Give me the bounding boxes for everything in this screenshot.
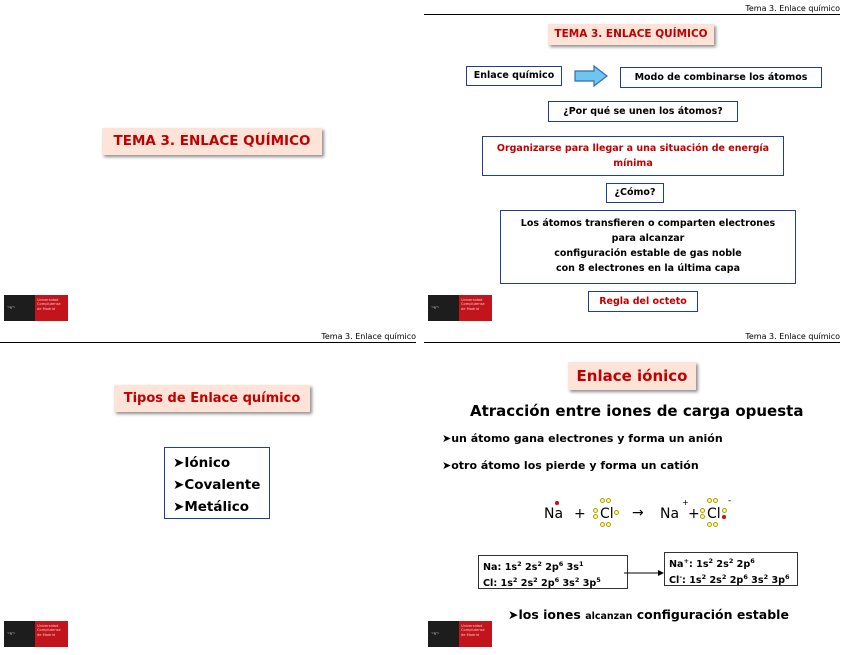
orbital-term: $2p^6$	[726, 573, 748, 587]
answer-line: configuración estable de gas noble	[554, 248, 742, 259]
point-2: ➤otro átomo los pierde y forma un catión	[442, 459, 699, 472]
electron-dot	[555, 501, 559, 505]
electron-dot	[700, 514, 705, 519]
bullet-icon: ➤	[508, 607, 519, 622]
ionic-equation	[542, 496, 742, 530]
orbital-term: $1s^2$	[500, 576, 518, 590]
answer-line: con 8 electrones en la última capa	[555, 263, 741, 274]
plus-sign: +	[574, 506, 586, 522]
chloride-symbol: Cl	[707, 506, 721, 522]
answer-line: Los átomos transfieren o comparten electrones	[520, 218, 776, 229]
university-logo	[4, 621, 68, 647]
logo-mark: ~v~	[7, 305, 16, 311]
octet-rule-box: Regla del octeto	[588, 291, 698, 312]
na-config: Na: $1s^2$ $2s^2$ $2p^6$ $3s^1$	[483, 560, 584, 574]
point-1: ➤un átomo gana electrones y forma un anión	[442, 432, 723, 445]
bullet-icon: ➤	[442, 459, 452, 472]
bullet-icon: ➤	[173, 455, 185, 471]
orbital-term: $1s^2$	[689, 573, 707, 587]
orbital-term: $1s^2$	[696, 557, 714, 571]
chlorine-symbol: Cl	[600, 506, 614, 522]
electron-dot	[713, 522, 718, 527]
enlace-quimico-box: Enlace químico	[466, 66, 562, 86]
electron-dot	[713, 498, 718, 503]
slide-2	[424, 0, 848, 327]
electron-dot	[606, 498, 611, 503]
conclusion: ➤los iones alcanzan configuración estable	[508, 607, 789, 622]
electrons-answer-box	[500, 210, 796, 284]
electron-dot	[700, 508, 705, 513]
config-parts	[505, 562, 584, 573]
na-ion-config: Na+: $1s^2$ $2s^2$ $2p^6$	[669, 557, 755, 571]
logo-mark: ~v~	[7, 631, 16, 637]
positive-charge: +	[682, 498, 689, 507]
list-item: ➤Metálico	[173, 499, 249, 515]
electron-dot	[593, 514, 598, 519]
orbital-term: $3s^2$	[747, 573, 769, 587]
electron-dot	[722, 515, 726, 519]
slide-title: TEMA 3. ENLACE QUÍMICO	[102, 128, 322, 155]
header-text: Tema 3. Enlace químico	[745, 4, 840, 13]
electron-dot	[707, 522, 712, 527]
negative-charge: -	[728, 496, 732, 506]
orbital-term: $3s^1$	[563, 560, 584, 574]
orbital-term: $2s^2$	[517, 576, 538, 590]
sodium-symbol: Na	[544, 506, 564, 522]
orbital-term: $1s^2$	[504, 560, 522, 574]
cl-ion-config: Cl-: $1s^2$ $2s^2$ $2p^6$ $3s^2$ $3p^6$	[669, 573, 790, 587]
orbital-term: $2s^2$	[713, 557, 734, 571]
logo-mark: ~v~	[431, 631, 440, 637]
logo-mark: ~v~	[431, 305, 440, 311]
header-line	[424, 14, 840, 15]
reaction-arrow: →	[632, 505, 644, 521]
list-item: ➤Covalente	[173, 477, 261, 493]
bond-types-list	[164, 447, 270, 519]
cl-config: Cl: $1s^2$ $2s^2$ $2p^6$ $3s^2$ $3p^5$	[483, 576, 601, 590]
como-box: ¿Cómo?	[606, 183, 664, 203]
orbital-term: $3p^5$	[579, 576, 601, 590]
config-parts	[689, 575, 789, 586]
header-line	[0, 342, 416, 343]
bullet-icon: ➤	[173, 499, 185, 515]
electron-dot	[707, 498, 712, 503]
orbital-term: $2p^6$	[537, 576, 560, 590]
university-logo	[428, 621, 492, 647]
plus-sign: +	[688, 506, 700, 522]
bullet-icon: ➤	[442, 432, 452, 445]
right-arrow-icon	[574, 65, 608, 87]
list-item: ➤Iónico	[173, 455, 231, 471]
orbital-term: $3s^2$	[559, 576, 580, 590]
sodium-ion-symbol: Na	[660, 506, 680, 522]
logo-text: Universidad Complutense de Madrid	[37, 298, 61, 311]
slide-1	[0, 0, 424, 327]
config-parts	[501, 578, 601, 589]
electron-dot	[722, 508, 727, 513]
energy-answer-box: Organizarse para llegar a una situación de energía mínima	[482, 136, 784, 176]
electron-dot	[600, 498, 605, 503]
orbital-term: $2s^2$	[521, 560, 542, 574]
header-text: Tema 3. Enlace químico	[321, 332, 416, 341]
config-box-ions	[664, 552, 798, 586]
header-line	[424, 342, 840, 343]
electron-dot	[614, 510, 619, 515]
answer-line: para alcanzar	[611, 233, 685, 244]
orbital-term: $2p^6$	[541, 560, 564, 574]
orbital-term: $2s^2$	[706, 573, 727, 587]
config-parts	[696, 559, 755, 570]
config-arrow-icon	[624, 568, 664, 578]
logo-text: Universidad Complutense de Madrid	[461, 624, 485, 637]
orbital-term: $3p^6$	[768, 573, 790, 587]
slide-title: Tipos de Enlace químico	[114, 385, 310, 412]
electron-dot	[606, 522, 611, 527]
modo-combinarse-box: Modo de combinarse los átomos	[620, 67, 822, 88]
orbital-term: $2p^6$	[733, 557, 755, 571]
electron-dot	[593, 508, 598, 513]
slide-3	[0, 328, 424, 655]
bullet-icon: ➤	[173, 477, 185, 493]
logo-text: Universidad Complutense de Madrid	[461, 298, 485, 311]
electron-dot	[600, 522, 605, 527]
university-logo	[428, 295, 492, 321]
question-box: ¿Por qué se unen los átomos?	[548, 101, 738, 122]
slide-title: TEMA 3. ENLACE QUÍMICO	[548, 24, 714, 45]
slide-title: Enlace iónico	[568, 362, 696, 390]
slide-subtitle: Atracción entre iones de carga opuesta	[470, 402, 804, 420]
slide-4	[424, 328, 848, 655]
config-box-atoms	[478, 555, 628, 589]
header-text: Tema 3. Enlace químico	[745, 332, 840, 341]
university-logo	[4, 295, 68, 321]
logo-text: Universidad Complutense de Madrid	[37, 624, 61, 637]
